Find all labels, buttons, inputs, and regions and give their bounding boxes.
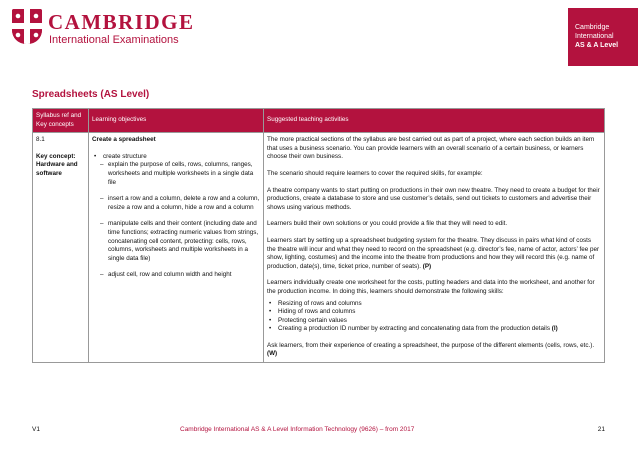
page-title: Spreadsheets (AS Level) (32, 89, 150, 100)
header-teaching-activities: Suggested teaching activities (264, 109, 605, 133)
list-item: – manipulate cells and their content (including date and time functions; extracting numeric values from strings, concatenating cell content, protecting: cells, rows, columns, worksheets and multiple worksheets in a single data file) (98, 220, 260, 263)
activity-paragraph: A theatre company wants to start putting on productions in their own new theatre. They need to create a budget for their productions, create a database to store and use customer’s details, send out tickets to customers and advertise their shows using various methods. (267, 186, 600, 211)
activity-tag: (I) (551, 325, 558, 333)
logo-subtitle: International Examinations (49, 34, 179, 46)
header-syllabus-ref: Syllabus ref and Key concepts (33, 109, 89, 133)
table-header-row (33, 109, 605, 133)
list-item: • create structure (92, 153, 260, 162)
badge-line: Cambridge (575, 24, 610, 31)
list-item: – insert a row and a column, delete a row and a column, resize a row and a column, hide a row and a column (98, 195, 260, 212)
activity-paragraph: The more practical sections of the syllabus are best carried out as part of a project, where each section builds an item that uses a business scenario. You can provide learners with an overall scenario of a certain business, or learners choose their own business. (267, 136, 595, 161)
list-item: • Resizing of rows and columns (267, 300, 601, 309)
activity-text: Learners start by setting up a spreadsheet budgeting system for the theatre. They discuss in pairs what kind of costs the theatre will incur and what they need to record on the spreadsheet (e.g. director’s fee, name of actor, actors’ fee per show, lighting, costumes) and the income into the theatre from productions and how they will record this (e.g. name of production, date(s), time, ticket price, number of seats). (267, 236, 600, 270)
objectives-cell (89, 133, 264, 363)
skills-list (267, 300, 601, 334)
syllabus-ref-cell (33, 133, 89, 363)
list-item: – explain the purpose of cells, rows, columns, ranges, worksheets and multiple worksheets in a single data file (98, 161, 260, 187)
badge-line: AS & A Level (575, 42, 619, 49)
objective-sublist (92, 161, 260, 280)
logo-wordmark: CAMBRIDGE (48, 10, 195, 34)
list-item (267, 325, 601, 334)
objective-title: Create a spreadsheet (92, 136, 156, 144)
footer-title: Cambridge International AS & A Level Information Technology (9626) – from 2017 (180, 426, 415, 433)
activity-tag: (W) (267, 350, 278, 358)
cambridge-logo (12, 9, 212, 49)
page-header (0, 0, 638, 72)
list-item: • Hiding of rows and columns (267, 308, 601, 317)
crest-icon (12, 9, 42, 44)
activity-paragraph (267, 237, 601, 271)
activity-tag: (P) (422, 262, 432, 270)
objective-list (92, 153, 260, 162)
activity-paragraph (267, 342, 601, 359)
table-row (33, 133, 605, 363)
key-concept-label: Key concept: (36, 152, 76, 160)
footer-page-number: 21 (597, 426, 605, 433)
skill-text: Creating a production ID number by extracting and concatenating data from the production details (278, 325, 550, 333)
key-concept: Hardware and software (36, 161, 78, 177)
activity-text: Ask learners, from their experience of creating a spreadsheet, the purpose of the different elements (cells, rows, etc.). (267, 341, 595, 349)
scheme-table (32, 108, 605, 363)
activity-paragraph: Learners build their own solutions or you could provide a file that they will need to edit. (267, 220, 508, 228)
badge-line: International (575, 33, 614, 40)
syllabus-ref: 8.1 (36, 136, 45, 144)
qualification-badge (568, 8, 638, 66)
list-item: • Protecting certain values (267, 317, 601, 326)
header-learning-objectives: Learning objectives (89, 109, 264, 133)
footer-version: V1 (32, 426, 40, 433)
activity-paragraph: Learners individually create one worksheet for the costs, putting headers and data into the worksheet, and another for the production income. In doing this, learners should demonstrate the following skills: (267, 279, 595, 295)
activity-paragraph: The scenario should require learners to cover the required skills, for example: (267, 169, 483, 177)
activities-cell (264, 133, 605, 363)
list-item: – adjust cell, row and column width and height (98, 271, 260, 280)
